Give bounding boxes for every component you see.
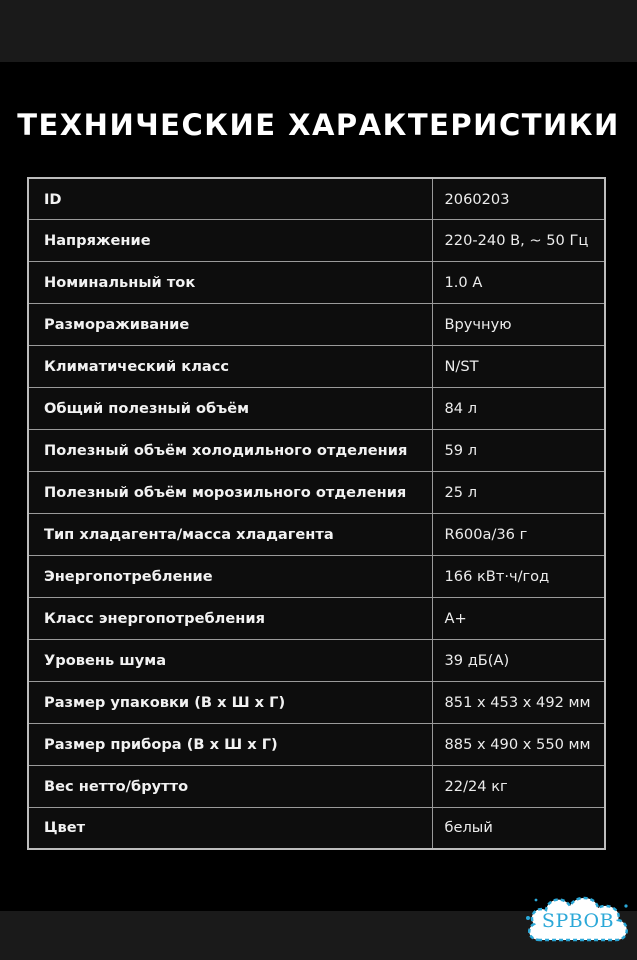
spec-param: Номинальный ток xyxy=(28,262,432,304)
top-band xyxy=(0,0,637,62)
table-row xyxy=(28,220,605,262)
table-row xyxy=(28,472,605,514)
table-row xyxy=(28,639,605,681)
spec-param: Полезный объём морозильного отделения xyxy=(28,472,432,514)
spec-value: белый xyxy=(432,807,605,849)
spec-param: Класс энергопотребления xyxy=(28,597,432,639)
table-row xyxy=(28,262,605,304)
spec-param: Энергопотребление xyxy=(28,555,432,597)
spec-value: 39 дБ(А) xyxy=(432,639,605,681)
table-row xyxy=(28,681,605,723)
spec-param: Вес нетто/брутто xyxy=(28,765,432,807)
table-row xyxy=(28,514,605,556)
spec-value: А+ xyxy=(432,597,605,639)
spec-value: 2060203 xyxy=(432,178,605,220)
spec-param: Общий полезный объём xyxy=(28,388,432,430)
spec-param: Тип хладагента/масса хладагента xyxy=(28,514,432,556)
spec-value: 851 х 453 х 492 мм xyxy=(432,681,605,723)
spec-value: 166 кВт·ч/год xyxy=(432,555,605,597)
spec-value: 22/24 кг xyxy=(432,765,605,807)
spec-param: Полезный объём холодильного отделения xyxy=(28,430,432,472)
table-row xyxy=(28,430,605,472)
spec-param: Уровень шума xyxy=(28,639,432,681)
table-row xyxy=(28,597,605,639)
spec-value: 220-240 В, ~ 50 Гц xyxy=(432,220,605,262)
spec-param: Напряжение xyxy=(28,220,432,262)
spec-table xyxy=(27,177,606,850)
spec-value: 25 л xyxy=(432,472,605,514)
table-row xyxy=(28,807,605,849)
spec-param: ID xyxy=(28,178,432,220)
table-row xyxy=(28,178,605,220)
table-row xyxy=(28,765,605,807)
spec-value: R600a/36 г xyxy=(432,514,605,556)
table-row xyxy=(28,388,605,430)
table-row xyxy=(28,304,605,346)
spec-value: 885 х 490 х 550 мм xyxy=(432,723,605,765)
spec-value: Вручную xyxy=(432,304,605,346)
table-row xyxy=(28,346,605,388)
spec-param: Размер упаковки (В х Ш х Г) xyxy=(28,681,432,723)
spec-value: N/ST xyxy=(432,346,605,388)
spec-param: Цвет xyxy=(28,807,432,849)
watermark-text: SPBOB xyxy=(541,910,615,932)
spec-value: 84 л xyxy=(432,388,605,430)
page-title: ТЕХНИЧЕСКИЕ ХАРАКТЕРИСТИКИ xyxy=(17,108,620,142)
table-row xyxy=(28,555,605,597)
spec-value: 1.0 А xyxy=(432,262,605,304)
spec-param: Климатический класс xyxy=(28,346,432,388)
table-row xyxy=(28,723,605,765)
spec-value: 59 л xyxy=(432,430,605,472)
spec-param: Размер прибора (В х Ш х Г) xyxy=(28,723,432,765)
spec-param: Размораживание xyxy=(28,304,432,346)
